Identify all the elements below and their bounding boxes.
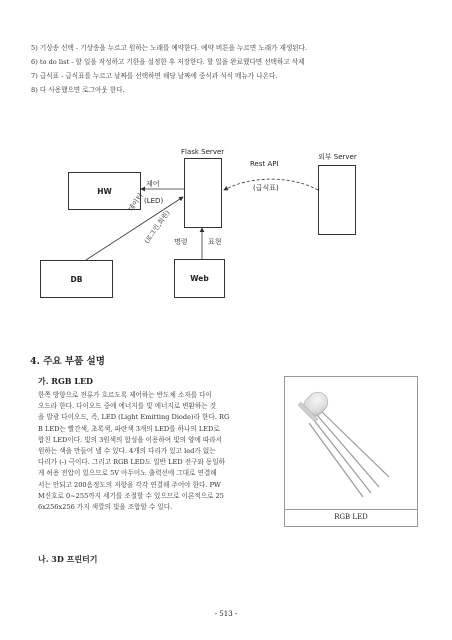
- paragraph-line: 게 허용 전압이 있으므로 5V 아두이노 출력선에 그대로 연결해: [38, 469, 217, 478]
- list-item-6: 6) to do list - 할 일을 작성하고 기한을 설정한 후 저장한다. 할 일을 완료했다면 선택하고 삭제: [31, 58, 305, 66]
- command-label: 명령: [174, 238, 188, 246]
- flask-title: Flask Server: [181, 148, 225, 156]
- rgb-led-image: [285, 377, 417, 509]
- external-title: 외부 Server: [318, 153, 357, 161]
- web-box: [174, 259, 225, 298]
- paragraph-line: 서는 안되고 200옴정도의 저항을 각각 연결해 주어야 한다. PW: [38, 480, 221, 489]
- paragraph-line: M신호로 0~255까지 세기를 조절할 수 있으므로 이론적으로 25: [38, 491, 224, 500]
- rest-api-label: Rest API: [250, 160, 279, 168]
- render-label: 표현: [208, 238, 222, 246]
- meal-label: (급식표): [253, 184, 279, 192]
- paragraph-line: 원하는 색을 만들어 낼 수 있다. 4개의 다리가 있고 led가 없는: [38, 447, 216, 456]
- flask-server-box: [184, 158, 222, 228]
- rgb-led-figure: [284, 376, 418, 527]
- paragraph-line: 6x256x256 가지 색깔의 빛을 조합할 수 있다.: [38, 503, 173, 512]
- paragraph-line: 을 발광 다이오드, 즉, LED (Light Emitting Diode)라 한다. RG: [38, 413, 230, 422]
- rgb-led-paragraph: [38, 390, 274, 513]
- list-item-7: 7) 급식표 - 급식표를 누르고 날짜를 선택하면 해당 날짜에 중식과 석식 메뉴가 나온다.: [31, 72, 278, 80]
- paragraph-line: 오드라 한다. 다이오드 중에 에너지를 빛 에너지로 변환하는 것: [38, 402, 217, 411]
- web-label: Web: [190, 274, 209, 283]
- external-server-box: [318, 165, 356, 235]
- page-number: - 513 -: [214, 610, 238, 618]
- paragraph-line: 합친 LED이다. 빛의 3원색의 합성을 이용하여 빛의 양에 따라서: [38, 435, 223, 444]
- paragraph-line: 한쪽 방향으로 전류가 흐르도록 제어하는 반도체 소자를 다이: [38, 391, 212, 399]
- rgb-led-caption: RGB LED: [285, 509, 417, 524]
- paragraph-line: 다리가 (-) 극이다. 그리고 RGB LED도 일반 LED 전구와 동일하: [38, 458, 226, 467]
- 3d-printer-heading: 나. 3D 프린터기: [38, 554, 98, 564]
- login-label: (로그인,회원): [142, 208, 172, 246]
- list-item-8: 8) 다 사용했으면 로그아웃 한다.: [31, 86, 125, 94]
- control-label: 제어: [146, 180, 160, 188]
- db-box: [40, 260, 113, 298]
- data-label: 데이터: [126, 191, 146, 214]
- paragraph-line: B LED는 빨간색, 초록색, 파란색 3개의 LED를 하나의 LED로: [38, 424, 220, 433]
- rgb-led-heading: 가. RGB LED: [38, 376, 93, 386]
- section-heading-4: 4. 주요 부품 설명: [30, 356, 105, 367]
- list-item-5: 5) 기상송 선택 - 기상송을 누르고 원하는 노래를 예약한다. 예약 버튼을 누르면 노래가 재생된다.: [31, 44, 308, 52]
- hw-label: HW: [97, 187, 112, 196]
- db-label: DB: [70, 275, 83, 284]
- led-label: (LED): [144, 197, 164, 205]
